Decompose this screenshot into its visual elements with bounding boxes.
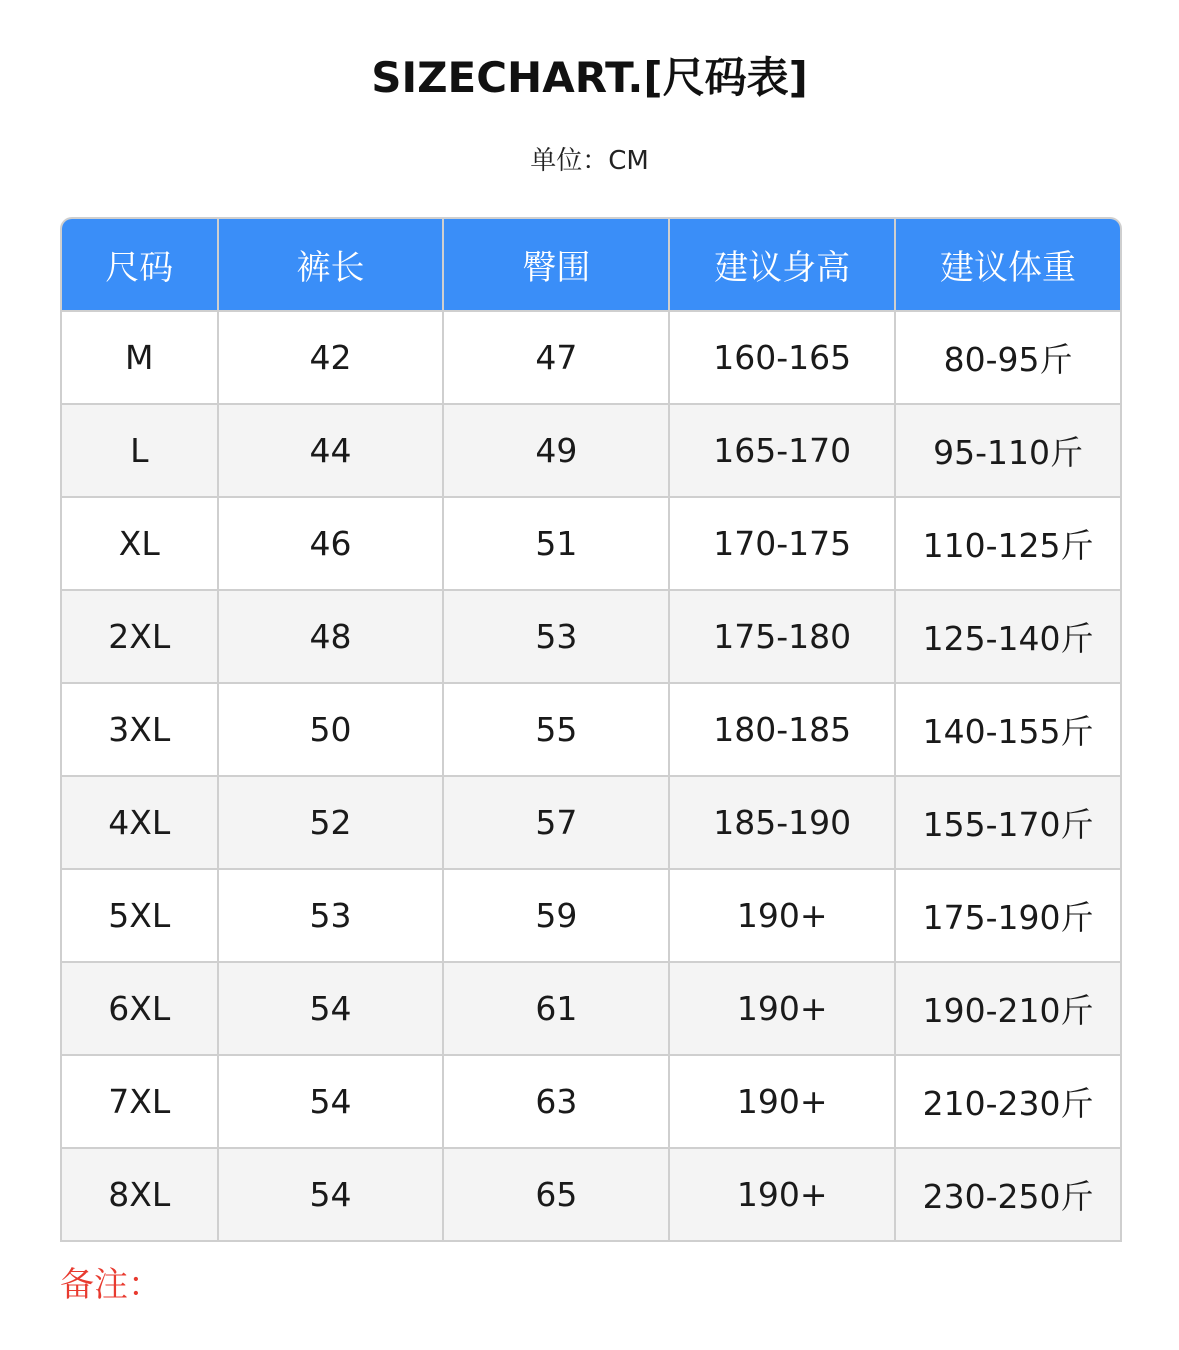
cell-suggested-height: 185-190 — [669, 776, 895, 869]
table-row — [62, 683, 1120, 776]
cell-suggested-weight: 175-190斤 — [895, 869, 1120, 962]
cell-suggested-height: 190+ — [669, 962, 895, 1055]
cell-hip: 55 — [443, 683, 669, 776]
cell-hip: 61 — [443, 962, 669, 1055]
cell-suggested-weight: 95-110斤 — [895, 404, 1120, 497]
cell-suggested-weight: 140-155斤 — [895, 683, 1120, 776]
cell-hip: 53 — [443, 590, 669, 683]
cell-hip: 47 — [443, 311, 669, 404]
size-chart-table — [62, 219, 1120, 1240]
cell-size: 2XL — [62, 590, 218, 683]
cell-pants-length: 50 — [218, 683, 444, 776]
table-row — [62, 869, 1120, 962]
cell-suggested-weight: 80-95斤 — [895, 311, 1120, 404]
cell-size: 8XL — [62, 1148, 218, 1240]
cell-hip: 59 — [443, 869, 669, 962]
cell-suggested-weight: 125-140斤 — [895, 590, 1120, 683]
table-row — [62, 962, 1120, 1055]
table-row — [62, 590, 1120, 683]
cell-pants-length: 54 — [218, 962, 444, 1055]
header-hip: 臀围 — [443, 219, 669, 311]
cell-pants-length: 54 — [218, 1055, 444, 1148]
cell-size: 5XL — [62, 869, 218, 962]
cell-pants-length: 54 — [218, 1148, 444, 1240]
cell-hip: 51 — [443, 497, 669, 590]
cell-suggested-height: 190+ — [669, 1055, 895, 1148]
size-chart-table-container — [60, 217, 1122, 1242]
page-title: SIZECHART.[尺码表] — [371, 53, 808, 102]
header-row — [62, 219, 1120, 311]
cell-size: 3XL — [62, 683, 218, 776]
cell-hip: 63 — [443, 1055, 669, 1148]
cell-suggested-height: 190+ — [669, 869, 895, 962]
cell-suggested-height: 175-180 — [669, 590, 895, 683]
cell-pants-length: 42 — [218, 311, 444, 404]
table-row — [62, 1055, 1120, 1148]
unit-label: 单位：CM — [530, 146, 649, 176]
cell-suggested-weight: 155-170斤 — [895, 776, 1120, 869]
cell-suggested-weight: 190-210斤 — [895, 962, 1120, 1055]
cell-pants-length: 46 — [218, 497, 444, 590]
cell-size: L — [62, 404, 218, 497]
table-body — [62, 311, 1120, 1240]
header-suggested-height: 建议身高 — [669, 219, 895, 311]
header-suggested-weight: 建议体重 — [895, 219, 1120, 311]
cell-suggested-height: 190+ — [669, 1148, 895, 1240]
cell-suggested-height: 180-185 — [669, 683, 895, 776]
cell-suggested-height: 170-175 — [669, 497, 895, 590]
header-pants-length: 裤长 — [218, 219, 444, 311]
cell-size: XL — [62, 497, 218, 590]
cell-pants-length: 48 — [218, 590, 444, 683]
table-header — [62, 219, 1120, 311]
table-row — [62, 776, 1120, 869]
cell-suggested-weight: 110-125斤 — [895, 497, 1120, 590]
cell-pants-length: 44 — [218, 404, 444, 497]
cell-suggested-height: 165-170 — [669, 404, 895, 497]
table-row — [62, 1148, 1120, 1240]
cell-suggested-height: 160-165 — [669, 311, 895, 404]
table-row — [62, 404, 1120, 497]
cell-size: 4XL — [62, 776, 218, 869]
cell-suggested-weight: 230-250斤 — [895, 1148, 1120, 1240]
cell-pants-length: 52 — [218, 776, 444, 869]
remark-label: 备注： — [60, 1265, 162, 1305]
cell-pants-length: 53 — [218, 869, 444, 962]
cell-hip: 49 — [443, 404, 669, 497]
table-row — [62, 497, 1120, 590]
cell-hip: 65 — [443, 1148, 669, 1240]
cell-size: 7XL — [62, 1055, 218, 1148]
header-size: 尺码 — [62, 219, 218, 311]
cell-size: 6XL — [62, 962, 218, 1055]
cell-hip: 57 — [443, 776, 669, 869]
cell-suggested-weight: 210-230斤 — [895, 1055, 1120, 1148]
table-row — [62, 311, 1120, 404]
cell-size: M — [62, 311, 218, 404]
